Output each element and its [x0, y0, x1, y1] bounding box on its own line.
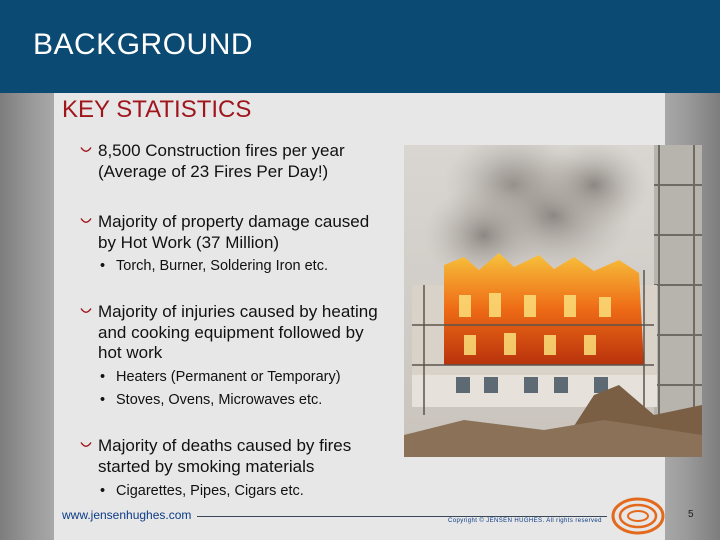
slide-title: BACKGROUND	[33, 28, 254, 61]
bullet-arc-icon	[80, 441, 92, 449]
bullet-text: 8,500 Construction fires per year (Average of 23 Fires Per Day!)	[98, 141, 345, 181]
sub-bullet	[100, 368, 341, 386]
sub-bullet	[100, 482, 304, 500]
bullet-arc-icon	[80, 217, 92, 225]
dot-icon: •	[100, 483, 106, 499]
bullet-arc-icon	[80, 146, 92, 154]
sub-bullet	[100, 257, 328, 275]
jensen-hughes-logo-icon	[610, 495, 666, 537]
left-margin	[0, 93, 54, 540]
bullet-text: Majority of injuries caused by heating and cooking equipment followed by hot work	[98, 302, 378, 362]
section-title: KEY STATISTICS	[62, 96, 252, 123]
sub-bullet-text: Cigarettes, Pipes, Cigars etc.	[116, 483, 304, 499]
page-number: 5	[688, 509, 694, 520]
bullet-arc-icon	[80, 307, 92, 315]
sub-bullet-text: Heaters (Permanent or Temporary)	[116, 369, 341, 385]
bullet-text: Majority of deaths caused by fires started by smoking materials	[98, 436, 352, 476]
sub-bullet-text: Stoves, Ovens, Microwaves etc.	[116, 392, 323, 408]
footer-url-link[interactable]: www.jensenhughes.com	[62, 508, 192, 522]
footer-divider	[197, 516, 607, 517]
dot-icon: •	[100, 392, 106, 408]
building-fire-photo	[404, 145, 702, 457]
sub-bullet-text: Torch, Burner, Soldering Iron etc.	[116, 258, 328, 274]
sub-bullet	[100, 391, 322, 409]
bullet-text: Majority of property damage caused by Hot Work (37 Million)	[98, 212, 370, 252]
slide-header	[0, 0, 720, 93]
copyright-text: Copyright © JENSEN HUGHES. All rights reserved	[448, 518, 602, 524]
dot-icon: •	[100, 258, 106, 274]
dot-icon: •	[100, 369, 106, 385]
